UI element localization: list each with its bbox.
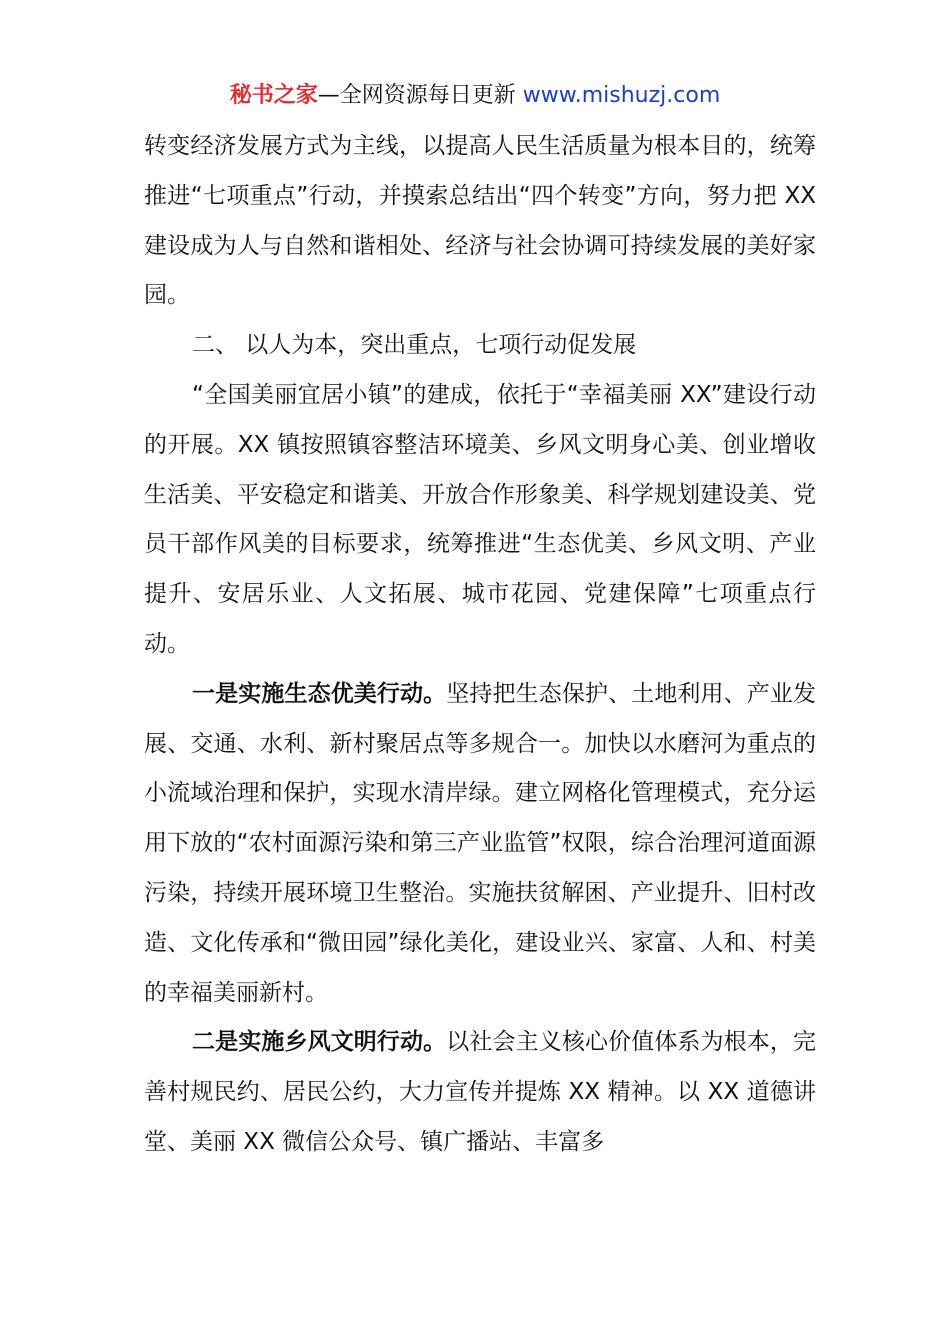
section-heading: 二、 以人为本，突出重点，七项行动促发展 — [192, 332, 637, 359]
paragraph-overview: “全国美丽宜居小镇”的建成，依托于“幸福美丽 XX”建设行动的开展。XX 镇按照镇容整洁环境美、乡风文明身心美、创业增收生活美、平安稳定和谐美、开放合作形象美、科学规划建设美、党员干部作风美的目标要求，统筹推进“生态优美、乡风文明、产业提升、安居乐业、人文拓展、城市花园、党建保障”七项重点行动。 — [144, 381, 816, 657]
paragraph-lead: 一是实施生态优美行动。 — [192, 680, 447, 707]
site-brand: 秘书之家 — [229, 83, 318, 108]
paragraph-text: 以社会主义核心价值体系为根本，完善村规民约、居民公约，大力宣传并提炼 XX 精神。以 XX 道德讲堂、美丽 XX 微信公众号、镇广播站、丰富多 — [144, 1029, 817, 1155]
site-url[interactable]: www.mishuzj.com — [522, 83, 721, 108]
paragraph-ecology — [144, 670, 816, 1019]
paragraph-continued: 转变经济发展方式为主线，以提高人民生活质量为根本目的，统筹推进“七项重点”行动，并摸索总结出“四个转变”方向，努力把 XX 建设成为人与自然和谐相处、经济与社会协调可持续发展的美好家园。 — [144, 133, 816, 309]
site-tagline: —全网资源每日更新 — [317, 83, 516, 108]
paragraph-text: 坚持把生态保护、土地利用、产业发展、交通、水利、新村聚居点等多规合一。加快以水磨河为重点的小流域治理和保护，实现水清岸绿。建立网格化管理模式，充分运用下放的“农村面源污染和第三产业监管”权限，综合治理河道面源污染，持续开展环境卫生整治。实施扶贫解困、产业提升、旧村改造、文化传承和“微田园”绿化美化，建设业兴、家富、人和、村美的幸福美丽新村。 — [144, 680, 817, 1006]
document-body — [144, 122, 816, 1168]
paragraph-lead: 二是实施乡风文明行动。 — [192, 1029, 447, 1056]
page-header — [0, 80, 950, 112]
paragraph-civility — [144, 1018, 816, 1167]
